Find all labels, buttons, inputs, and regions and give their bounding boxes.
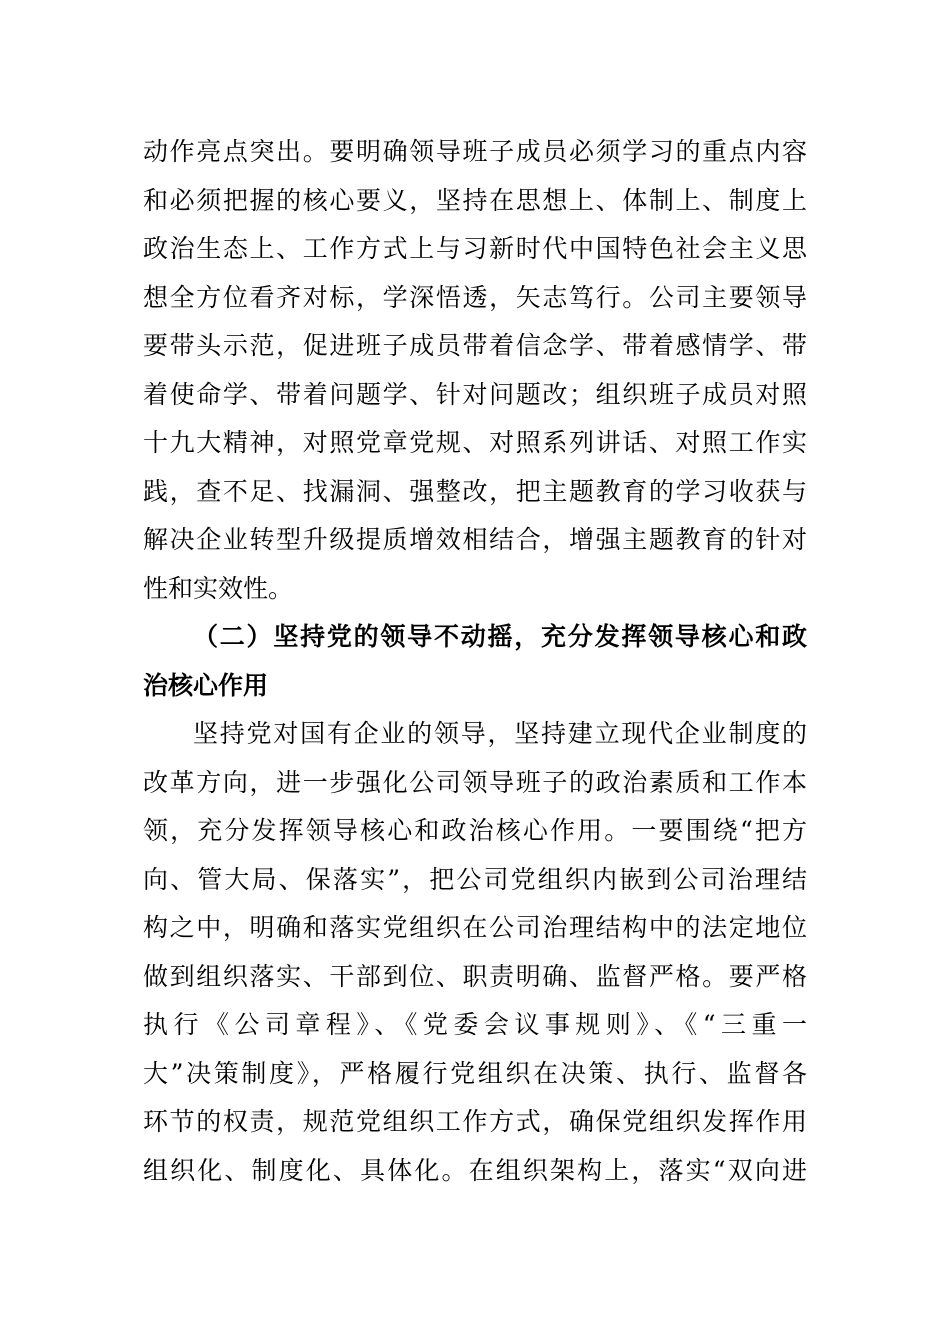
text-line: 环节的权责，规范党组织工作方式，确保党组织发挥作用 — [143, 1107, 807, 1136]
text-line: 十九大精神，对照党章党规、对照系列讲话、对照工作实 — [143, 428, 807, 457]
text-line: 想全方位看齐对标，学深悟透，矢志笃行。公司主要领导 — [143, 282, 807, 312]
text-line: 组织化、制度化、具体化。在组织架构上，落实“双向进 — [143, 1155, 807, 1185]
text-line: 执行《公司章程》、《党委会议事规则》、《“三重一 — [143, 1010, 807, 1039]
heading-line: 治核心作用 — [143, 670, 269, 700]
text-line: 做到组织落实、干部到位、职责明确、监督严格。要严格 — [143, 961, 807, 991]
text-line: 向、管大局、保落实”，把公司党组织内嵌到公司治理结 — [143, 864, 807, 894]
text-line: 大”决策制度》，严格履行党组织在决策、执行、监督各 — [143, 1058, 807, 1088]
paragraph-section-2 — [143, 710, 807, 1195]
text-line: 性和实效性。 — [143, 573, 294, 603]
text-line: 要带头示范，促进班子成员带着信念学、带着感情学、带 — [143, 331, 807, 360]
heading-line: （二）坚持党的领导不动摇，充分发挥领导核心和政 — [193, 622, 807, 651]
document-body — [143, 128, 807, 1195]
text-line: 动作亮点突出。要明确领导班子成员必须学习的重点内容 — [143, 137, 807, 166]
text-line: 领，充分发挥领导核心和政治核心作用。一要围绕“把方 — [143, 816, 807, 845]
text-line: 解决企业转型升级提质增效相结合，增强主题教育的针对 — [143, 525, 807, 554]
paragraph-continuation — [143, 128, 807, 613]
text-line: 政治生态上、工作方式上与习新时代中国特色社会主义思 — [143, 234, 807, 263]
text-line: 践，查不足、找漏洞、强整改，把主题教育的学习收获与 — [143, 476, 807, 506]
text-line: 构之中，明确和落实党组织在公司治理结构中的法定地位 — [143, 913, 807, 942]
text-line: 坚持党对国有企业的领导，坚持建立现代企业制度的 — [193, 719, 807, 748]
section-heading — [143, 613, 807, 710]
text-line: 和必须把握的核心要义，坚持在思想上、体制上、制度上 — [143, 185, 807, 215]
text-line: 着使命学、带着问题学、针对问题改；组织班子成员对照 — [143, 379, 807, 409]
text-line: 改革方向，进一步强化公司领导班子的政治素质和工作本 — [143, 767, 807, 797]
